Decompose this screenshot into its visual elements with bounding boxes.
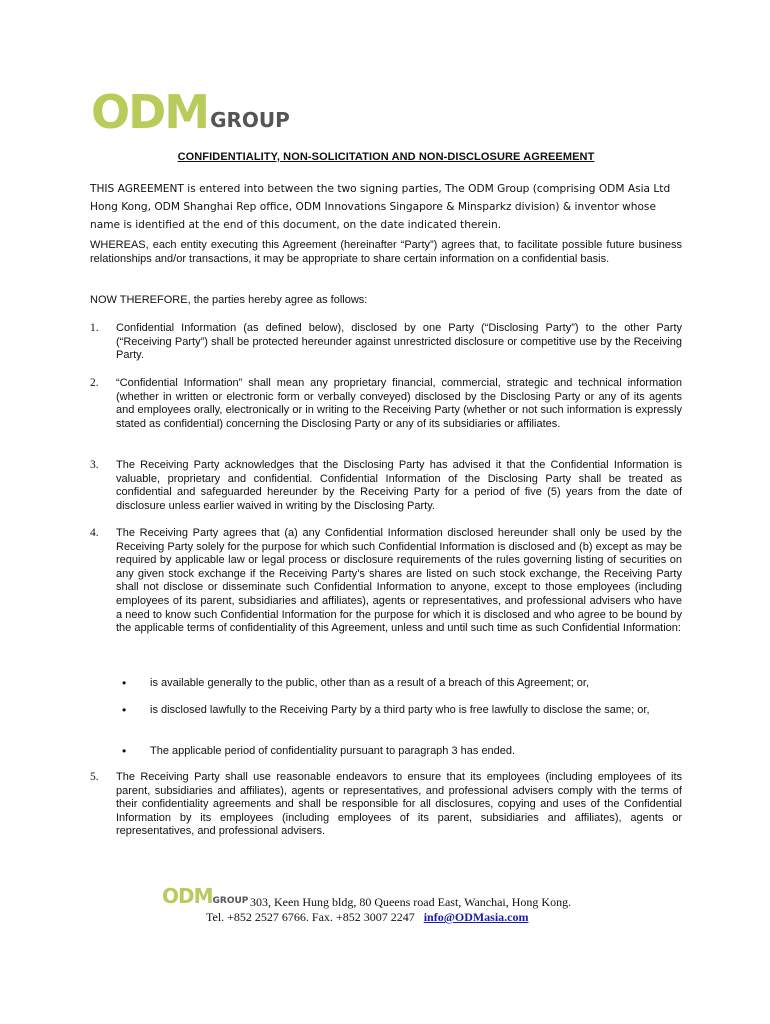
clause-1 [90, 322, 682, 363]
clause-5 [90, 771, 682, 839]
bullet-text: is disclosed lawfully to the Receiving Party by a third party who is free lawfully to disclose the same; or, [150, 704, 650, 716]
whereas-paragraph: WHEREAS, each entity executing this Agreement (hereinafter “Party”) agrees that, to facilitate possible future business relationships and/or transactions, it may be appropriate to share certain information on a confidential basis. [90, 239, 682, 265]
footer-logo-odm: ODM [162, 884, 213, 908]
agreement-title: CONFIDENTIALITY, NON-SOLICITATION AND NON-DISCLOSURE AGREEMENT [177, 151, 595, 163]
clause-text: The Receiving Party agrees that (a) any Confidential Information disclosed hereunder shall only be used by the Receiving Party solely for the purpose for which such Confidential Information is disclosed and (b) except as may be required by applicable law or legal process or disclosure requirements of the rules governing listing of securities on any given stock exchange if the Receiving Party’s shares are listed on such stock exchange, the Receiving Party shall not disclose or disseminate such Confidential Information to anyone, except to those employees (including employees of its parent, subsidiaries and affiliates), agents or representatives, and professional advisers who have a need to know such Confidential Information for the purpose for which it is disclosed and who agree to be bound by the applicable terms of confidentiality of this Agreement, unless and until such time as such Confidential Information: [116, 527, 682, 635]
clause-text: “Confidential Information” shall mean any proprietary financial, commercial, strategic and technical information (whether in written or electronic form or verbally conveyed) disclosed by the Disclosing Party or any of its agents and employees orally, electronically or in writing to the Receiving Party (whether or not such information is expressly stated as confidential) concerning the Disclosing Party or any of its subsidiaries or affiliates. [116, 377, 682, 430]
bullet-icon: • [122, 744, 127, 758]
now-therefore-paragraph: NOW THEREFORE, the parties hereby agree as follows: [90, 294, 368, 306]
clause-3 [90, 459, 682, 513]
bullet-icon: • [122, 676, 127, 690]
clause-number: 3. [90, 459, 99, 471]
clause-text: Confidential Information (as defined below), disclosed by one Party (“Disclosing Party”) to the other Party (“Receiving Party”) shall be protected hereunder against unrestricted disclosure or competitive use by the Receiving Party. [116, 322, 682, 362]
intro-paragraph: THIS AGREEMENT is entered into between the two signing parties, The ODM Group (comprising ODM Asia Ltd Hong Kong, ODM Shanghai Rep office, ODM Innovations Singapore & Minsparkz division) & inventor whose name is identified at the end of this document, on the date indicated therein. [90, 183, 671, 231]
odm-group-logo [91, 85, 290, 139]
clause-number: 1. [90, 322, 99, 334]
bullet-item [116, 704, 682, 718]
logo-odm-text: ODM [91, 85, 209, 139]
clause-number: 2. [90, 377, 99, 389]
footer-address: 303, Keen Hung bldg, 80 Queens road East, Wanchai, Hong Kong. [250, 895, 572, 909]
bullet-item [116, 745, 682, 759]
footer-email-link[interactable]: info@ODMasia.com [423, 910, 529, 924]
clause-2 [90, 377, 682, 431]
bullet-text: is available generally to the public, other than as a result of a breach of this Agreement; or, [150, 677, 590, 689]
bullet-item [116, 677, 682, 691]
clause-4 [90, 527, 682, 636]
logo-group-text: GROUP [210, 108, 290, 132]
clause-number: 5. [90, 771, 99, 783]
bullet-text: The applicable period of confidentiality pursuant to paragraph 3 has ended. [150, 745, 516, 757]
footer-contact [206, 910, 529, 925]
clause-text: The Receiving Party acknowledges that the Disclosing Party has advised it that the Confidential Information is valuable, proprietary and confidential. Confidential Information of the Disclosing Party shall be treated as confidential and safeguarded hereunder by the Receiving Party for a period of five (5) years from the date of disclosure unless earlier waived in writing by the Disclosing Party. [116, 459, 682, 512]
bullet-icon: • [122, 703, 127, 717]
footer-phone-fax: Tel. +852 2527 6766. Fax. +852 3007 2247 [206, 910, 415, 924]
clause-text: The Receiving Party shall use reasonable endeavors to ensure that its employees (including employees of its parent, subsidiaries and affiliates), agents or representatives, and professional advisers comply with the terms of their confidentiality agreements and shall be responsible for all disclosures, copying and uses of the Confidential Information by its employees (including employees of its parent, subsidiaries and affiliates), agents or representatives, and professional advisers. [116, 771, 682, 838]
footer-logo-group: GROUP [212, 896, 249, 906]
clause-number: 4. [90, 527, 99, 539]
footer-logo [162, 884, 248, 908]
